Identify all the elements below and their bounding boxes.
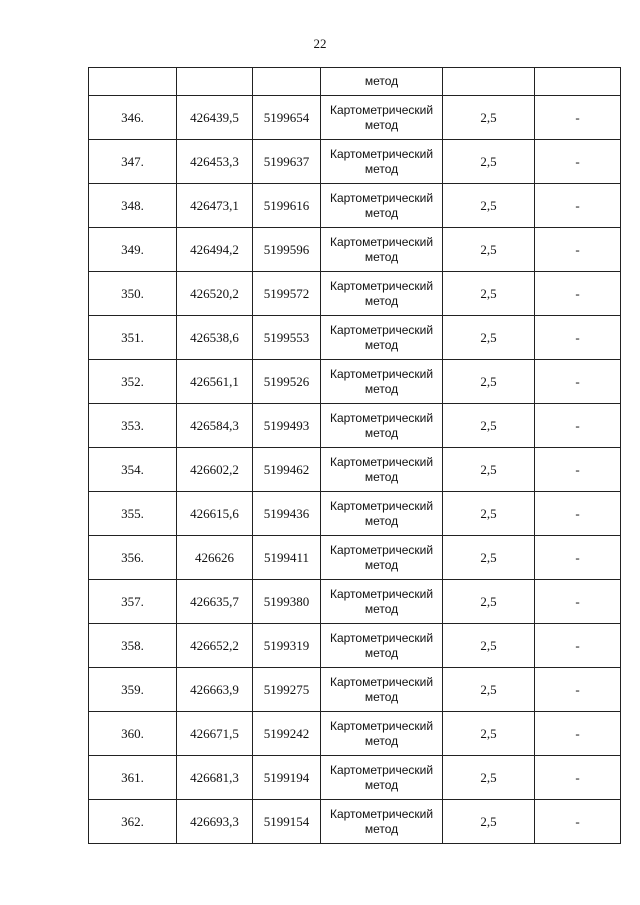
cell-method	[321, 492, 443, 536]
method-line-1: Картометрический	[329, 146, 434, 161]
cell-y: 5199462	[253, 448, 321, 492]
cell-method	[321, 96, 443, 140]
cell-accuracy: 2,5	[443, 624, 535, 668]
table-row	[89, 668, 621, 712]
cell-y: 5199319	[253, 624, 321, 668]
cell-x: 426473,1	[177, 184, 253, 228]
cell-x: 426453,3	[177, 140, 253, 184]
table-row	[89, 140, 621, 184]
cell-note: -	[535, 668, 621, 712]
cell-num: 351.	[89, 316, 177, 360]
cell-accuracy: 2,5	[443, 404, 535, 448]
cell-accuracy: 2,5	[443, 272, 535, 316]
cell-num: 356.	[89, 536, 177, 580]
cell-method: метод	[321, 68, 443, 96]
method-line-1: Картометрический	[329, 806, 434, 821]
cell-method	[321, 448, 443, 492]
cell-note: -	[535, 360, 621, 404]
method-line-2: метод	[364, 205, 399, 220]
cell-num: 348.	[89, 184, 177, 228]
table-row	[89, 448, 621, 492]
cell-note: -	[535, 184, 621, 228]
cell-note: -	[535, 228, 621, 272]
method-line-1: Картометрический	[329, 542, 434, 557]
cell-x: 426561,1	[177, 360, 253, 404]
cell-note: -	[535, 316, 621, 360]
cell-note: -	[535, 448, 621, 492]
cell-x: 426652,2	[177, 624, 253, 668]
cell-accuracy: 2,5	[443, 492, 535, 536]
cell-note: -	[535, 712, 621, 756]
cell-num: 347.	[89, 140, 177, 184]
cell-x: 426671,5	[177, 712, 253, 756]
page-number: 22	[313, 36, 327, 51]
table-row	[89, 360, 621, 404]
cell-accuracy: 2,5	[443, 448, 535, 492]
cell-x: 426615,6	[177, 492, 253, 536]
cell-method	[321, 536, 443, 580]
cell-x: 426626	[177, 536, 253, 580]
table-row	[89, 272, 621, 316]
table-row	[89, 492, 621, 536]
cell-method	[321, 360, 443, 404]
table-row	[89, 624, 621, 668]
cell-x: 426538,6	[177, 316, 253, 360]
cell-accuracy: 2,5	[443, 140, 535, 184]
cell-y: 5199572	[253, 272, 321, 316]
cell-x	[177, 68, 253, 96]
cell-num: 362.	[89, 800, 177, 844]
method-line-2: метод	[364, 469, 399, 484]
method-line-2: метод	[364, 601, 399, 616]
method-line-1: Картометрический	[329, 410, 434, 425]
cell-method	[321, 316, 443, 360]
cell-accuracy: 2,5	[443, 536, 535, 580]
cell-num: 354.	[89, 448, 177, 492]
method-line-2: метод	[364, 425, 399, 440]
cell-x: 426635,7	[177, 580, 253, 624]
table-row	[89, 184, 621, 228]
cell-y: 5199526	[253, 360, 321, 404]
cell-accuracy: 2,5	[443, 756, 535, 800]
cell-accuracy: 2,5	[443, 712, 535, 756]
method-line-1: Картометрический	[329, 322, 434, 337]
cell-num: 358.	[89, 624, 177, 668]
cell-method	[321, 184, 443, 228]
cell-num	[89, 68, 177, 96]
cell-num: 350.	[89, 272, 177, 316]
cell-accuracy: 2,5	[443, 800, 535, 844]
cell-x: 426520,2	[177, 272, 253, 316]
method-line-1: Картометрический	[329, 630, 434, 645]
method-line-1: Картометрический	[329, 498, 434, 513]
table-row	[89, 316, 621, 360]
cell-accuracy: 2,5	[443, 184, 535, 228]
method-line-1: Картометрический	[329, 454, 434, 469]
cell-note: -	[535, 404, 621, 448]
cell-accuracy: 2,5	[443, 96, 535, 140]
cell-method	[321, 668, 443, 712]
cell-y: 5199242	[253, 712, 321, 756]
method-line-2: метод	[364, 645, 399, 660]
cell-num: 352.	[89, 360, 177, 404]
method-line-2: метод	[364, 381, 399, 396]
method-line-1: Картометрический	[329, 190, 434, 205]
method-line-2: метод	[364, 733, 399, 748]
method-line-1: Картометрический	[329, 674, 434, 689]
method-line-2: метод	[364, 689, 399, 704]
method-line-2: метод	[364, 821, 399, 836]
cell-method	[321, 272, 443, 316]
method-line-2: метод	[364, 777, 399, 792]
method-line-1: Картометрический	[329, 102, 434, 117]
cell-y	[253, 68, 321, 96]
cell-num: 360.	[89, 712, 177, 756]
table-row	[89, 536, 621, 580]
cell-note: -	[535, 580, 621, 624]
cell-y: 5199411	[253, 536, 321, 580]
cell-x: 426439,5	[177, 96, 253, 140]
cell-y: 5199596	[253, 228, 321, 272]
cell-y: 5199436	[253, 492, 321, 536]
cell-note: -	[535, 492, 621, 536]
method-line-2: метод	[364, 117, 399, 132]
cell-y: 5199493	[253, 404, 321, 448]
cell-num: 349.	[89, 228, 177, 272]
cell-x: 426663,9	[177, 668, 253, 712]
method-line-1: Картометрический	[329, 366, 434, 381]
table-row	[89, 800, 621, 844]
continuation-row	[89, 68, 621, 96]
cell-accuracy	[443, 68, 535, 96]
method-line-2: метод	[364, 249, 399, 264]
method-line-1: Картометрический	[329, 586, 434, 601]
cell-note: -	[535, 96, 621, 140]
cell-num: 346.	[89, 96, 177, 140]
cell-num: 355.	[89, 492, 177, 536]
cell-x: 426693,3	[177, 800, 253, 844]
cell-note: -	[535, 140, 621, 184]
cell-x: 426681,3	[177, 756, 253, 800]
cell-method	[321, 624, 443, 668]
table-row	[89, 712, 621, 756]
cell-method	[321, 800, 443, 844]
table-row	[89, 228, 621, 272]
method-line-1: Картометрический	[329, 762, 434, 777]
cell-method	[321, 580, 443, 624]
method-line-1: Картометрический	[329, 234, 434, 249]
cell-num: 357.	[89, 580, 177, 624]
table-row	[89, 96, 621, 140]
cell-method	[321, 712, 443, 756]
cell-y: 5199616	[253, 184, 321, 228]
method-line-1: Картометрический	[329, 718, 434, 733]
cell-y: 5199637	[253, 140, 321, 184]
cell-x: 426584,3	[177, 404, 253, 448]
cell-x: 426602,2	[177, 448, 253, 492]
coordinates-table	[88, 67, 621, 844]
cell-note: -	[535, 272, 621, 316]
cell-y: 5199654	[253, 96, 321, 140]
cell-note: -	[535, 624, 621, 668]
cell-accuracy: 2,5	[443, 316, 535, 360]
cell-note: -	[535, 536, 621, 580]
cell-num: 361.	[89, 756, 177, 800]
cell-accuracy: 2,5	[443, 668, 535, 712]
table-row	[89, 580, 621, 624]
cell-num: 353.	[89, 404, 177, 448]
cell-y: 5199194	[253, 756, 321, 800]
method-line-2: метод	[364, 161, 399, 176]
cell-y: 5199553	[253, 316, 321, 360]
table-body	[89, 68, 621, 844]
cell-y: 5199380	[253, 580, 321, 624]
cell-accuracy: 2,5	[443, 360, 535, 404]
cell-accuracy: 2,5	[443, 580, 535, 624]
method-line-2: метод	[364, 513, 399, 528]
cell-accuracy: 2,5	[443, 228, 535, 272]
cell-note: -	[535, 800, 621, 844]
method-line-2: метод	[364, 557, 399, 572]
cell-note: -	[535, 756, 621, 800]
cell-method	[321, 404, 443, 448]
cell-y: 5199275	[253, 668, 321, 712]
cell-num: 359.	[89, 668, 177, 712]
table-row	[89, 756, 621, 800]
cell-note	[535, 68, 621, 96]
cell-method	[321, 756, 443, 800]
cell-method	[321, 140, 443, 184]
method-line-2: метод	[364, 337, 399, 352]
method-line-1: Картометрический	[329, 278, 434, 293]
cell-method	[321, 228, 443, 272]
method-line-2: метод	[364, 293, 399, 308]
cell-x: 426494,2	[177, 228, 253, 272]
cell-y: 5199154	[253, 800, 321, 844]
table-row	[89, 404, 621, 448]
